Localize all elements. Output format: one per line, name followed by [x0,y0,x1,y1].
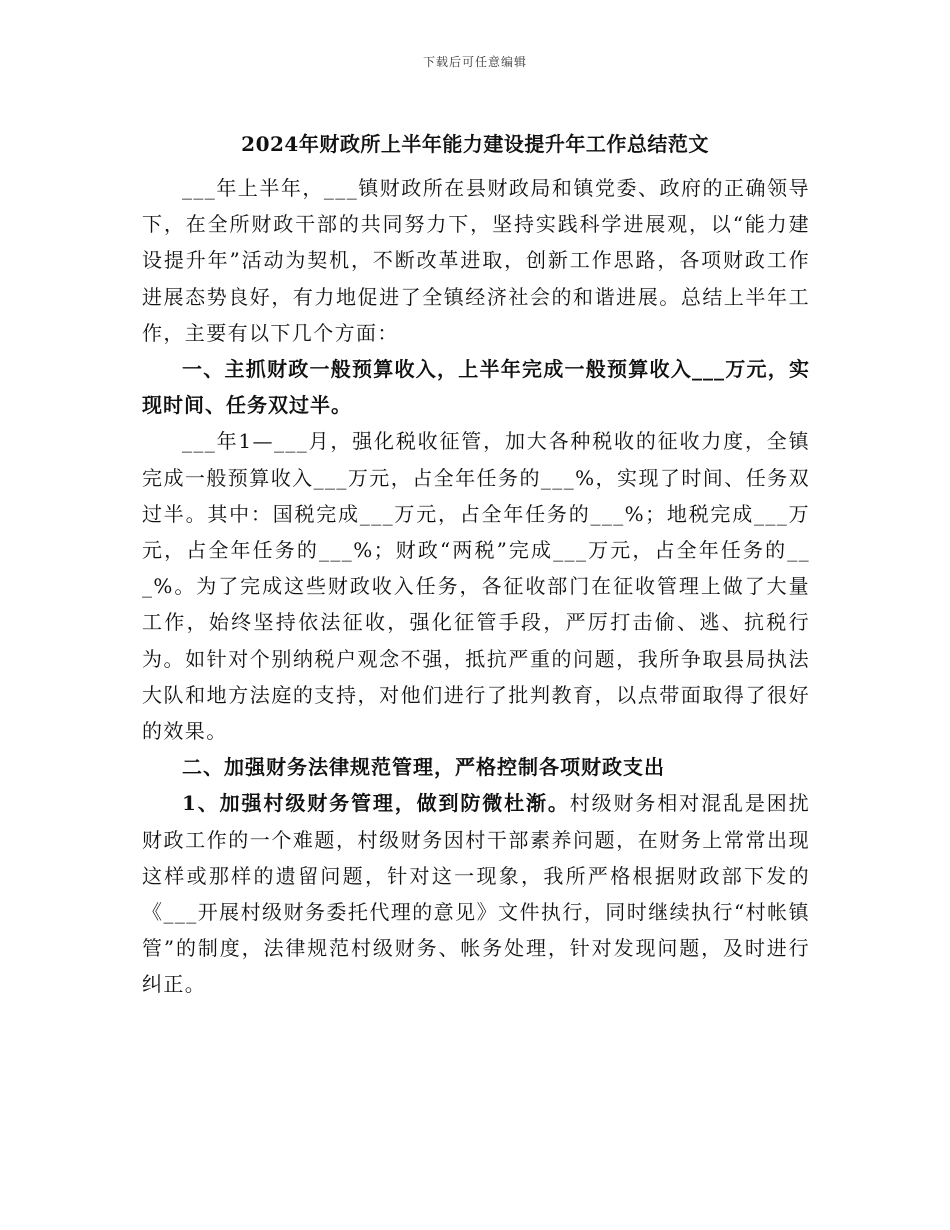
header-note: 下载后可任意编辑 [422,55,527,69]
section-2-item-1-body: 村级财务相对混乱是困扰财政工作的一个难题，村级财务因村干部素养问题，在财务上常常出现这样或那样的遗留问题，针对这一现象，我所严格根据财政部下发的《___开展村级财务委托代理的意见》文件执行，同时继续执行“村帐镇管”的制度，法律规范村级财务、帐务处理，针对发现问题，及时进行纠正。 [142,791,810,997]
document-title: 2024年财政所上半年能力建设提升年工作总结范文 [241,132,709,156]
section-2-item-1-lead: 1、加强村级财务管理，做到防微杜渐。 [182,791,570,816]
section-1-paragraph: ___年1—___月，强化税收征管，加大各种税收的征收力度，全镇完成一般预算收入___万元，占全年任务的___%，实现了时间、任务双过半。其中：国税完成___万元，占全年任务的___%；地税完成___万元，占全年任务的___%；财政“两税”完成___万元，占全年任务的___%。为了完成这些财政收入任务，各征收部门在征收管理上做了大量工作，始终坚持依法征收，强化征管手段，严厉打击偷、逃、抗税行为。如针对个别纳税户观念不强，抵抗严重的问题，我所争取县局执法大队和地方法庭的支持，对他们进行了批判教育，以点带面取得了很好的效果。 [142,429,810,744]
document-body [142,170,810,1003]
section-1-heading: 一、主抓财政一般预算收入，上半年完成一般预算收入___万元，实现时间、任务双过半。 [142,357,810,418]
intro-paragraph: ___年上半年，___镇财政所在县财政局和镇党委、政府的正确领导下，在全所财政干部的共同努力下，坚持实践科学进展观，以“能力建设提升年”活动为契机，不断改革进取，创新工作思路，各项财政工作进展态势良好，有力地促进了全镇经济社会的和谐进展。总结上半年工作，主要有以下几个方面： [142,176,810,345]
section-2-item-1-paragraph [142,785,810,1002]
section-2-heading: 二、加强财务法律规范管理，严格控制各项财政支出 [182,755,665,780]
